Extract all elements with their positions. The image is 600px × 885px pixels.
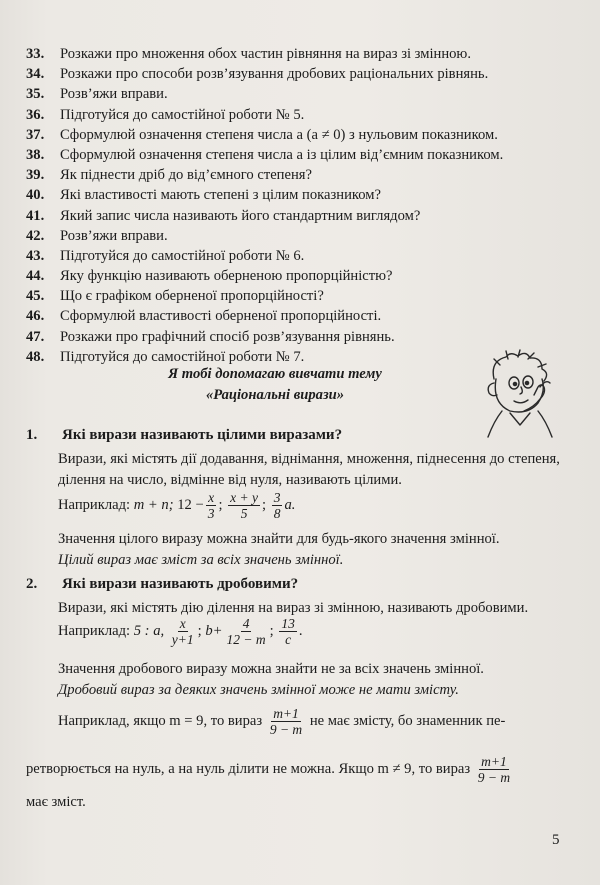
list-item: 48. Підготуйся до самостійної роботи № 7.: [26, 348, 305, 365]
q2-example2-line2: ретворюється на нуль, а на нуль ділити не можна. Якщо m ≠ 9, то вираз $\frac{m+1}{9 - m}$: [26, 754, 511, 785]
fraction: $\frac{x}{3}$: [207, 490, 215, 521]
list-item: 42. Розв’яжи вправи.: [26, 227, 168, 244]
q1-note-italic: Цілий вираз має зміст за всіх значень змінної.: [58, 552, 344, 568]
list-item: 33. Розкажи про множення обох частин рівняння на вираз зі змінною.: [26, 46, 471, 62]
list-item: 44. Яку функцію називають оберненою пропорційністю?: [26, 268, 393, 285]
question-list: [26, 44, 586, 367]
page-number: 5: [552, 832, 560, 848]
list-item: 36. Підготуйся до самостійної роботи № 5.: [26, 106, 305, 123]
list-item: 39. Як піднести дріб до від’ємного степеня?: [26, 167, 312, 184]
list-item: 40. Які властивості мають степені з цілим показником?: [26, 187, 381, 204]
question-1-heading: 1. Які вирази називають цілими виразами?: [26, 427, 343, 443]
q2-example-formula: Наприклад: 5 : a, $\frac{x}{y+1}$ ; b+ $\frac{4}{12 - m}$ ; $\frac{13}{c}$ .: [58, 616, 303, 647]
q1-note: Значення цілого виразу можна знайти для будь-якого значення змінної.: [58, 531, 500, 547]
q2-note-italic: Дробовий вираз за деяких значень змінної може не мати змісту.: [58, 682, 459, 698]
list-item: 38. Сформулюй означення степеня числа a із цілим від’ємним показником.: [26, 146, 504, 163]
list-item: 45. Що є графіком оберненої пропорційності?: [26, 288, 324, 305]
fraction: $\frac{m+1}{9 - m}$: [269, 706, 303, 737]
q2-example2-line3: має зміст.: [26, 794, 86, 810]
fraction: $\frac{4}{12 - m}$: [226, 616, 266, 647]
fraction: $\frac{3}{8}$: [273, 490, 281, 521]
list-item: 43. Підготуйся до самостійної роботи № 6.: [26, 247, 305, 264]
q1-example-formula: Наприклад: m + n; 12 − $\frac{x}{3}$ ; $\frac{x + y}{5}$ ; $\frac{3}{8}$ a.: [58, 490, 296, 521]
q1-definition: Вирази, які містять дії додавання, віднімання, множення, піднесення до степеня, ділення на число, відмінне від нуля, називають цілими.: [58, 451, 560, 488]
q2-definition: Вирази, які містять дію ділення на вираз зі змінною, називають дробовими.: [58, 600, 529, 616]
section-header-line1: Я тобі допомагаю вивчати тему: [168, 366, 382, 382]
q2-note: Значення дробового виразу можна знайти не за всіх значень змінної.: [58, 661, 484, 677]
fraction: $\frac{13}{c}$: [281, 616, 295, 647]
list-item: 47. Розкажи про графічний спосіб розв’язування рівнянь.: [26, 328, 395, 345]
list-item: 37. Сформулюй означення степеня числа a (a ≠ 0) з нульовим показником.: [26, 126, 498, 143]
q2-example2-line1: Наприклад, якщо m = 9, то вираз $\frac{m+1}{9 - m}$ не має змісту, бо знаменник пе-: [58, 706, 506, 737]
list-item: 41. Який запис числа називають його стандартним виглядом?: [26, 207, 421, 224]
thinking-boy-icon: [480, 349, 560, 439]
fraction: $\frac{x + y}{5}$: [230, 490, 259, 521]
list-item: 35. Розв’яжи вправи.: [26, 86, 168, 103]
section-header-line2: «Раціональні вирази»: [205, 387, 345, 403]
question-2-heading: 2. Які вирази називають дробовими?: [26, 576, 299, 592]
list-item: 46. Сформулюй властивості оберненої пропорційності.: [26, 308, 382, 325]
fraction: $\frac{x}{y+1}$: [171, 616, 194, 647]
fraction: $\frac{m+1}{9 - m}$: [477, 754, 511, 785]
list-item: 34. Розкажи про способи розв’язування дробових раціональних рівнянь.: [26, 66, 489, 83]
section-header: [100, 364, 450, 406]
